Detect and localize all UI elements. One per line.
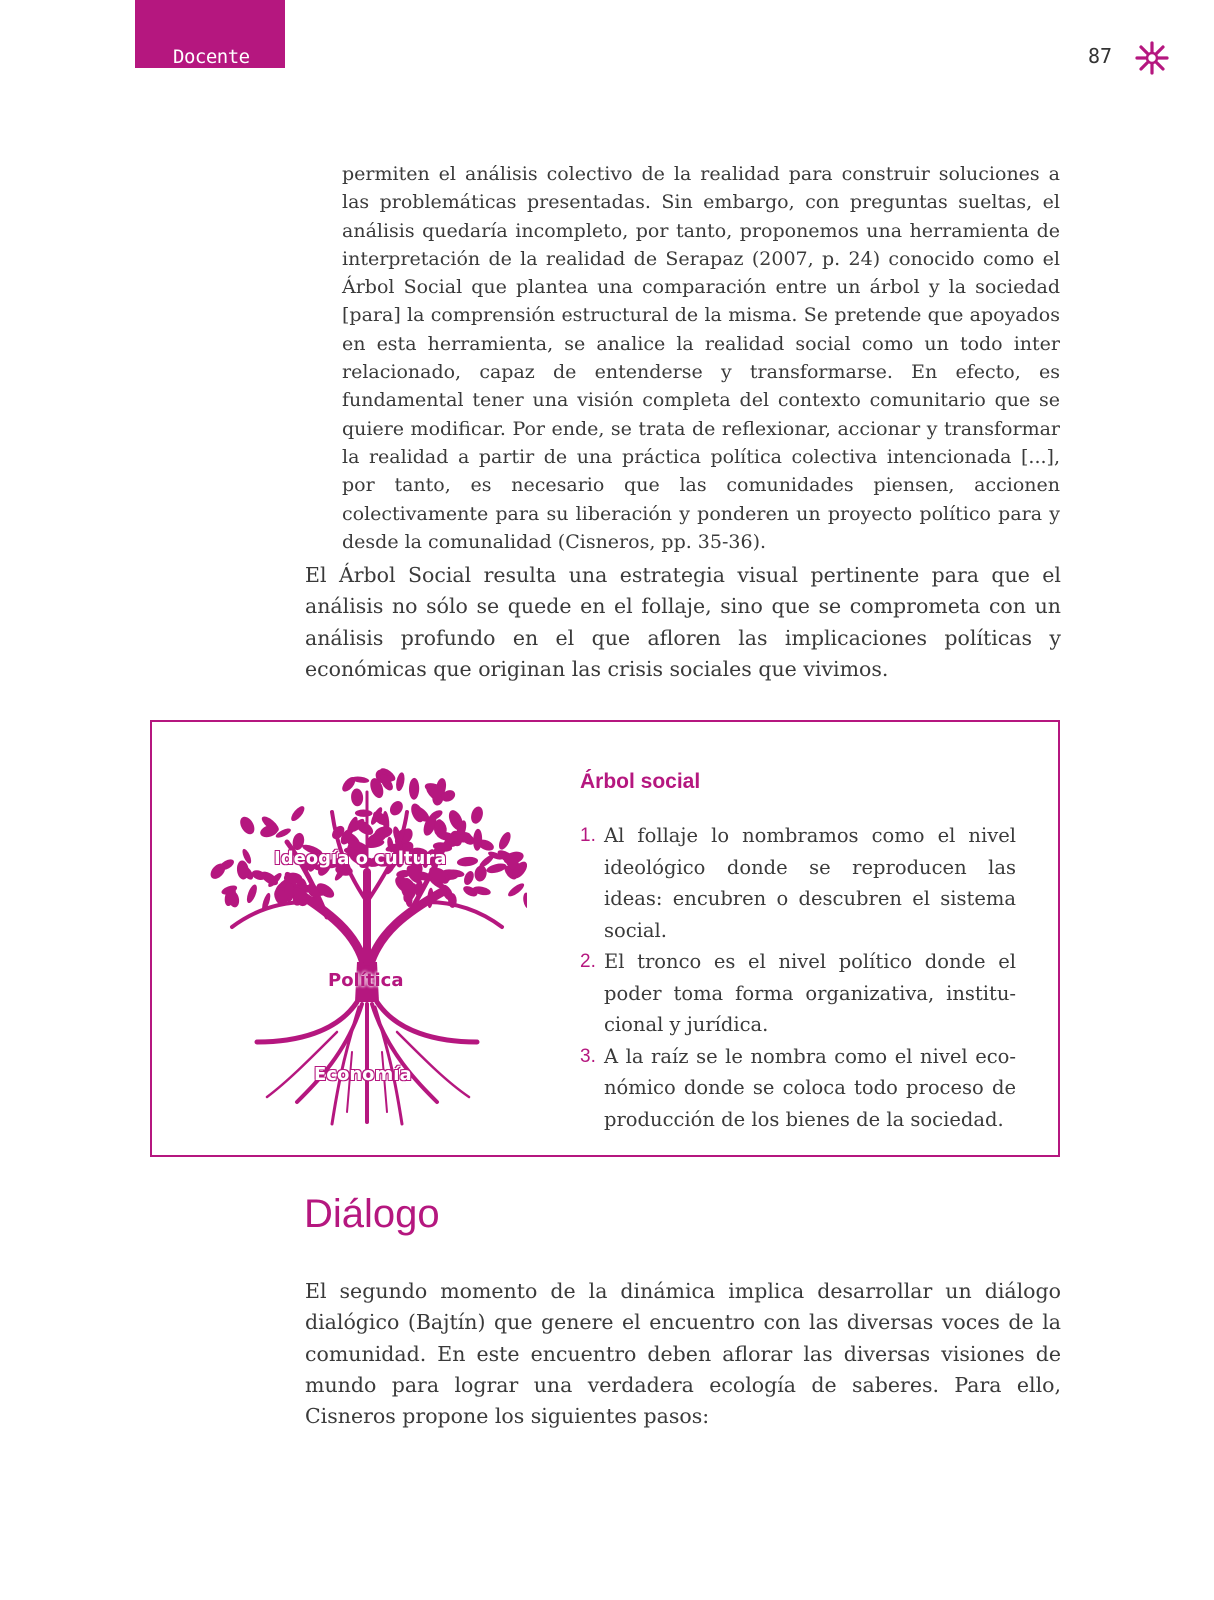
tree-leaf: [462, 870, 476, 887]
header-section-label: Docente: [173, 46, 250, 68]
tree-leaf: [469, 805, 485, 825]
tree-leaf: [485, 862, 507, 875]
list-item: [580, 820, 1016, 946]
tree-leaf: [497, 830, 513, 851]
asterisk-icon: [1134, 40, 1170, 76]
list-item-number: 3.: [580, 1045, 596, 1067]
tree-label-politics: Política: [328, 970, 404, 991]
tree-leaf: [456, 856, 478, 867]
tree-leaf: [387, 799, 405, 818]
tree-leaf: [395, 772, 406, 792]
tree-leaf: [506, 881, 526, 898]
tree-leaf: [473, 864, 488, 882]
box-list: [580, 820, 1016, 1135]
box-title: Árbol social: [580, 770, 701, 793]
body-paragraph-1: El Árbol Social resulta una estrategia visual pertinente para que el análisis no sólo se quede en el follaje, sino que se comprometa con un análisis profundo en el que afloren las implicaciones políticas y económicas que originan las crisis sociales que vivimos.: [305, 563, 1061, 681]
tree-leaf: [237, 814, 257, 836]
list-item-text: El tronco es el nivel político donde el poder toma forma organizativa, institucional y jurídica.: [604, 950, 1016, 1036]
body-paragraph-2: El segundo momento de la dinámica implica desarrollar un diálogo dialógico (Bajtín) que genere el encuentro con las diversas voces de la comunidad. En este encuentro deben aflorar las diversas visiones de mundo para lograr una verdadera ecología de saberes. Para ello, Cisneros propone los siguientes pasos:: [305, 1279, 1061, 1429]
tree-leaf: [409, 778, 420, 800]
tree-leaf: [289, 804, 307, 823]
tree-leaf: [245, 883, 259, 904]
list-item: [580, 1041, 1016, 1136]
list-item-text: A la raíz se le nombra como el nivel económico donde se coloca todo proceso de producción de los bienes de la sociedad.: [604, 1044, 1016, 1131]
list-item-number: 2.: [580, 951, 596, 972]
arbol-social-box: [150, 720, 1060, 1157]
list-item-text: Al follaje lo nombramos como el nivel ideológico donde se reproducen las ideas: encubren o descubren el sistema social.: [604, 824, 1016, 942]
tree-leaf: [355, 809, 373, 817]
tree-leaf: [522, 892, 527, 909]
page-number: 87: [1088, 44, 1113, 68]
tree-label-economy: Economía: [314, 1064, 412, 1085]
block-quote: permiten el análisis colectivo de la realidad para construir soluciones a las problemáticas presentadas. Sin embargo, con preguntas sueltas, el análisis quedaría incompleto, por tanto, proponemos una herramienta de interpretación de la realidad de Serapaz (2007, p. 24) conocido como el Árbol Social que plantea una comparación entre un árbol y la sociedad [para] la comprensión estructural de la misma. Se pretende que apoyados en esta herramienta, se analice la realidad social como un todo inter relacionado, capaz de entenderse y transformarse. En efecto, es fundamental tener una visión completa del contexto comunitario que se quiere modificar. Por ende, se trata de reflexionar, accionar y transformar la realidad a partir de una práctica política colectiva intencionada [...], por tanto, es necesario que las comunidades piensen, accionen colectivamente para su liberación y ponderen un proyecto político para y desde la comunalidad (Cisneros, pp. 35-36).: [342, 163, 1060, 553]
section-title: Diálogo: [304, 1192, 440, 1236]
list-item-number: 1.: [580, 825, 596, 846]
tree-leaf: [350, 788, 363, 807]
header-section-tab: [135, 0, 285, 68]
list-item: [580, 946, 1016, 1041]
tree-label-ideology: Ideogía o cultura: [274, 848, 447, 869]
